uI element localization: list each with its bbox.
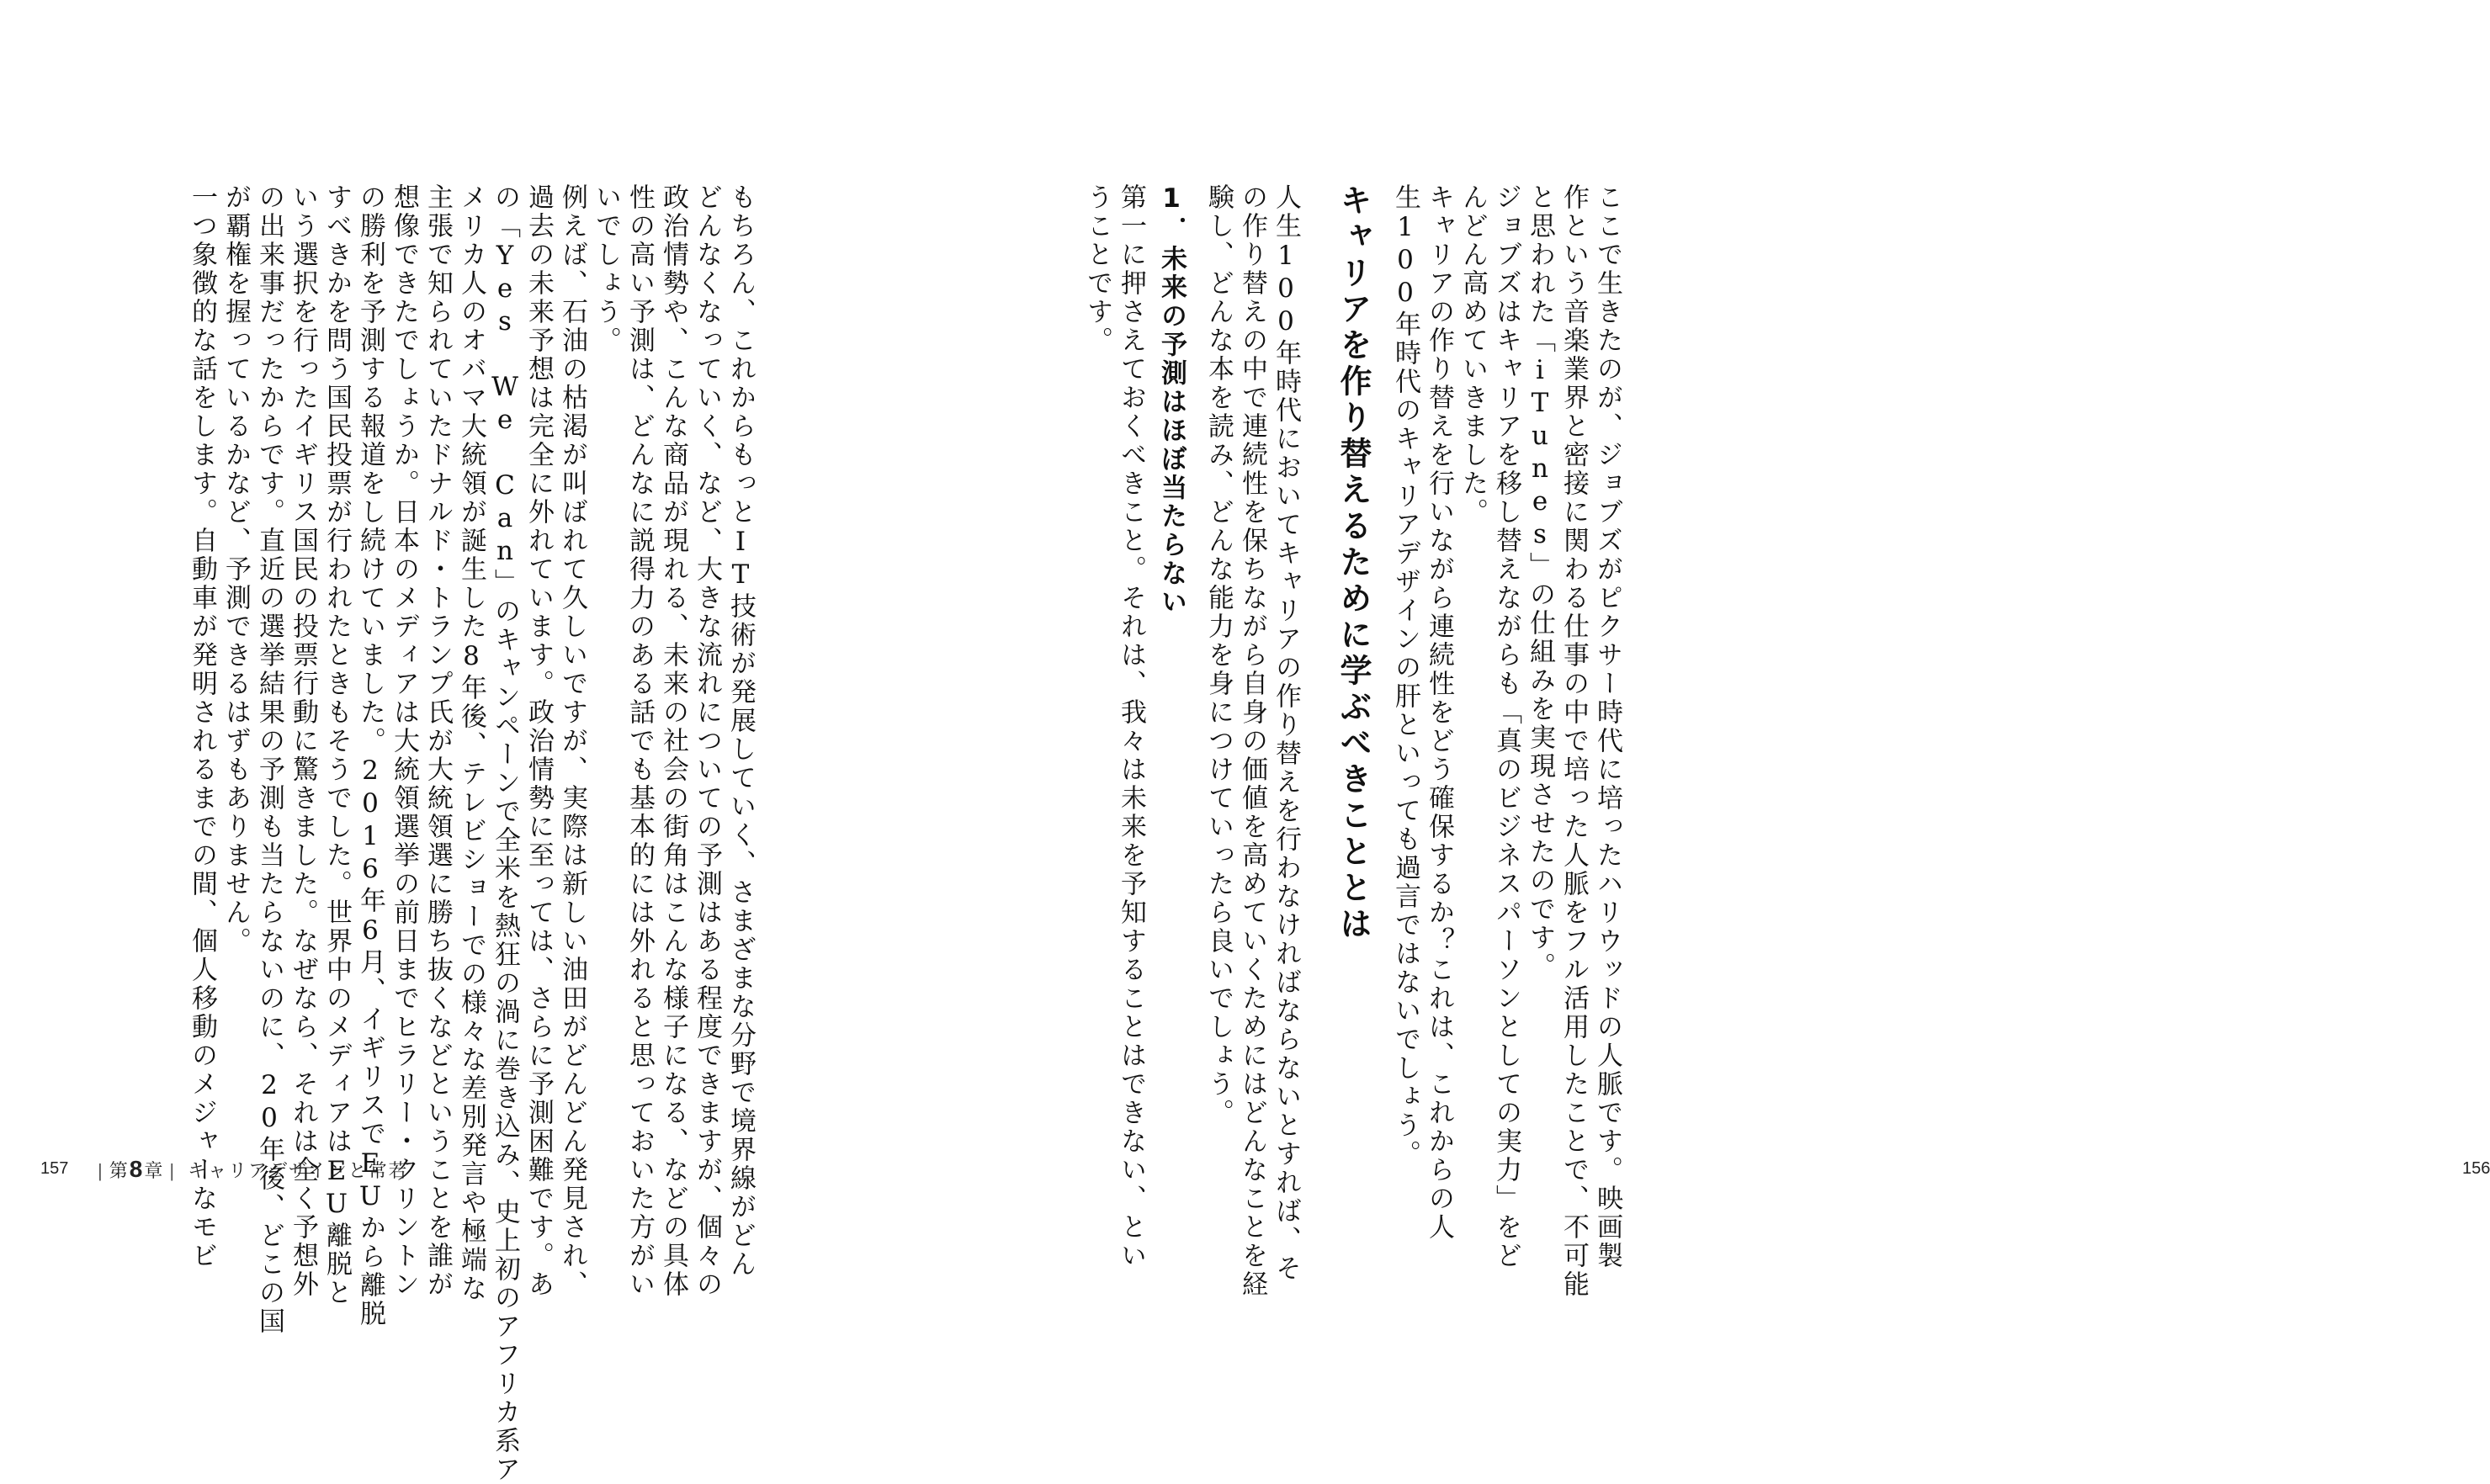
text-column: ジョブズはキャリアを移し替えながらも「真のビジネスパーソンとしての実力」をど <box>1491 183 1521 1270</box>
running-head: | 第8章 | キャリアデザインと常若 <box>98 1156 409 1182</box>
text-column: の勝利を予測する報道をし続けていました。2016年6月、イギリスでEUから離脱 <box>355 183 385 1328</box>
text-column: 性の高い予測は、どんなに説得力のある話でも基本的には外れると思っておいた方がい <box>624 183 655 1299</box>
text-column: 生100年時代のキャリアデザインの肝といっても過言ではないでしょう。 <box>1390 183 1420 1169</box>
left-page <box>0 0 848 1484</box>
text-column: 作という音楽業界と密接に関わる仕事の中で培った人脈をフル活用したことで、不可能 <box>1558 183 1589 1299</box>
text-column: 想像できたでしょうか。日本のメディアは大統領選挙の前日までヒラリー・クリントン <box>389 183 419 1299</box>
chapter-prefix: 第 <box>109 1160 130 1181</box>
section-heading: キャリアを作り替えるために学ぶべきこととは <box>1335 183 1372 943</box>
text-column: メリカ人のオバマ大統領が誕生した8年後、テレビショーでの様々な差別発言や極端な <box>456 183 486 1303</box>
text-column: 過去の未来予想は完全に外れています。政治情勢に至っては、さらに予測困難です。あ <box>523 183 554 1299</box>
text-column: キャリアの作り替えを行いながら連続性をどう確保するか？これは、これからの人 <box>1424 183 1454 1242</box>
text-column: と思われた「iTunes」の仕組みを実現させたのです。 <box>1525 183 1555 981</box>
chapter-title: キャリアデザインと常若 <box>188 1160 409 1181</box>
text-column: すべきかを問う国民投票が行われたときもそうでした。世界中のメディアはEU離脱と <box>321 183 352 1307</box>
text-column: 人生100年時代においてキャリアの作り替えを行わなければならないとすれば、そ <box>1271 183 1301 1283</box>
text-column: うことです。 <box>1082 183 1112 355</box>
text-column: いでしょう。 <box>591 183 621 355</box>
text-column: もちろん、これからもっとIT技術が発展していく、さまざまな分野で境界線がどん <box>725 183 756 1279</box>
chapter-suffix: 章 <box>144 1160 165 1181</box>
text-column: の「Yes We Can」のキャンペーンで全米を熱狂の渦に巻き込み、史上初のアフリカ系ア <box>490 183 520 1484</box>
text-column: 政治情勢や、こんな商品が現れる、未来の社会の街角はこんな様子になる、などの具体 <box>658 183 688 1299</box>
right-page <box>848 0 2490 1299</box>
page-number-left: 157 <box>40 1159 69 1178</box>
text-column: の作り替えの中で連続性を保ちながら自身の価値を高めていくためにはどんなことを経 <box>1237 183 1267 1299</box>
text-column: 例えば、石油の枯渇が叫ばれて久しいですが、実際は新しい油田がどんどん発見され、 <box>557 183 587 1299</box>
text-column: んどん高めていきました。 <box>1457 183 1488 527</box>
text-column: の出来事だったからです。直近の選挙結果の予測も当たらないのに、20年後、どこの国 <box>254 183 284 1336</box>
chapter-number: 8 <box>129 1156 145 1182</box>
page-number-right: 156 <box>2462 1159 2490 1178</box>
text-column: 主張で知られていたドナルド・トランプ氏が大統領選に勝ち抜くなどということを誰が <box>422 183 453 1299</box>
text-column: どんなくなっていく、など、大きな流れについての予測はある程度できますが、個々の <box>692 183 722 1299</box>
text-column: 験し、どんな本を読み、どんな能力を身につけていったら良いでしょう。 <box>1203 183 1234 1127</box>
text-column: が覇権を握っているかなど、予測できるはずもありません。 <box>220 183 251 956</box>
text-column: ここで生きたのが、ジョブズがピクサー時代に培ったハリウッドの人脈です。映画製 <box>1592 183 1622 1270</box>
text-column: いう選択を行ったイギリス国民の投票行動に驚きました。なぜなら、それは全く予想外 <box>288 183 318 1299</box>
text-column: 一つ象徴的な話をします。自動車が発明されるまでの間、個人移動のメジャーなモビ <box>187 183 217 1270</box>
subsection-heading: 1．未来の予測はほぼ当たらない <box>1156 183 1187 617</box>
text-column: 第一に押さえておくべきこと。それは、我々は未来を予知することはできない、とい <box>1116 183 1146 1270</box>
